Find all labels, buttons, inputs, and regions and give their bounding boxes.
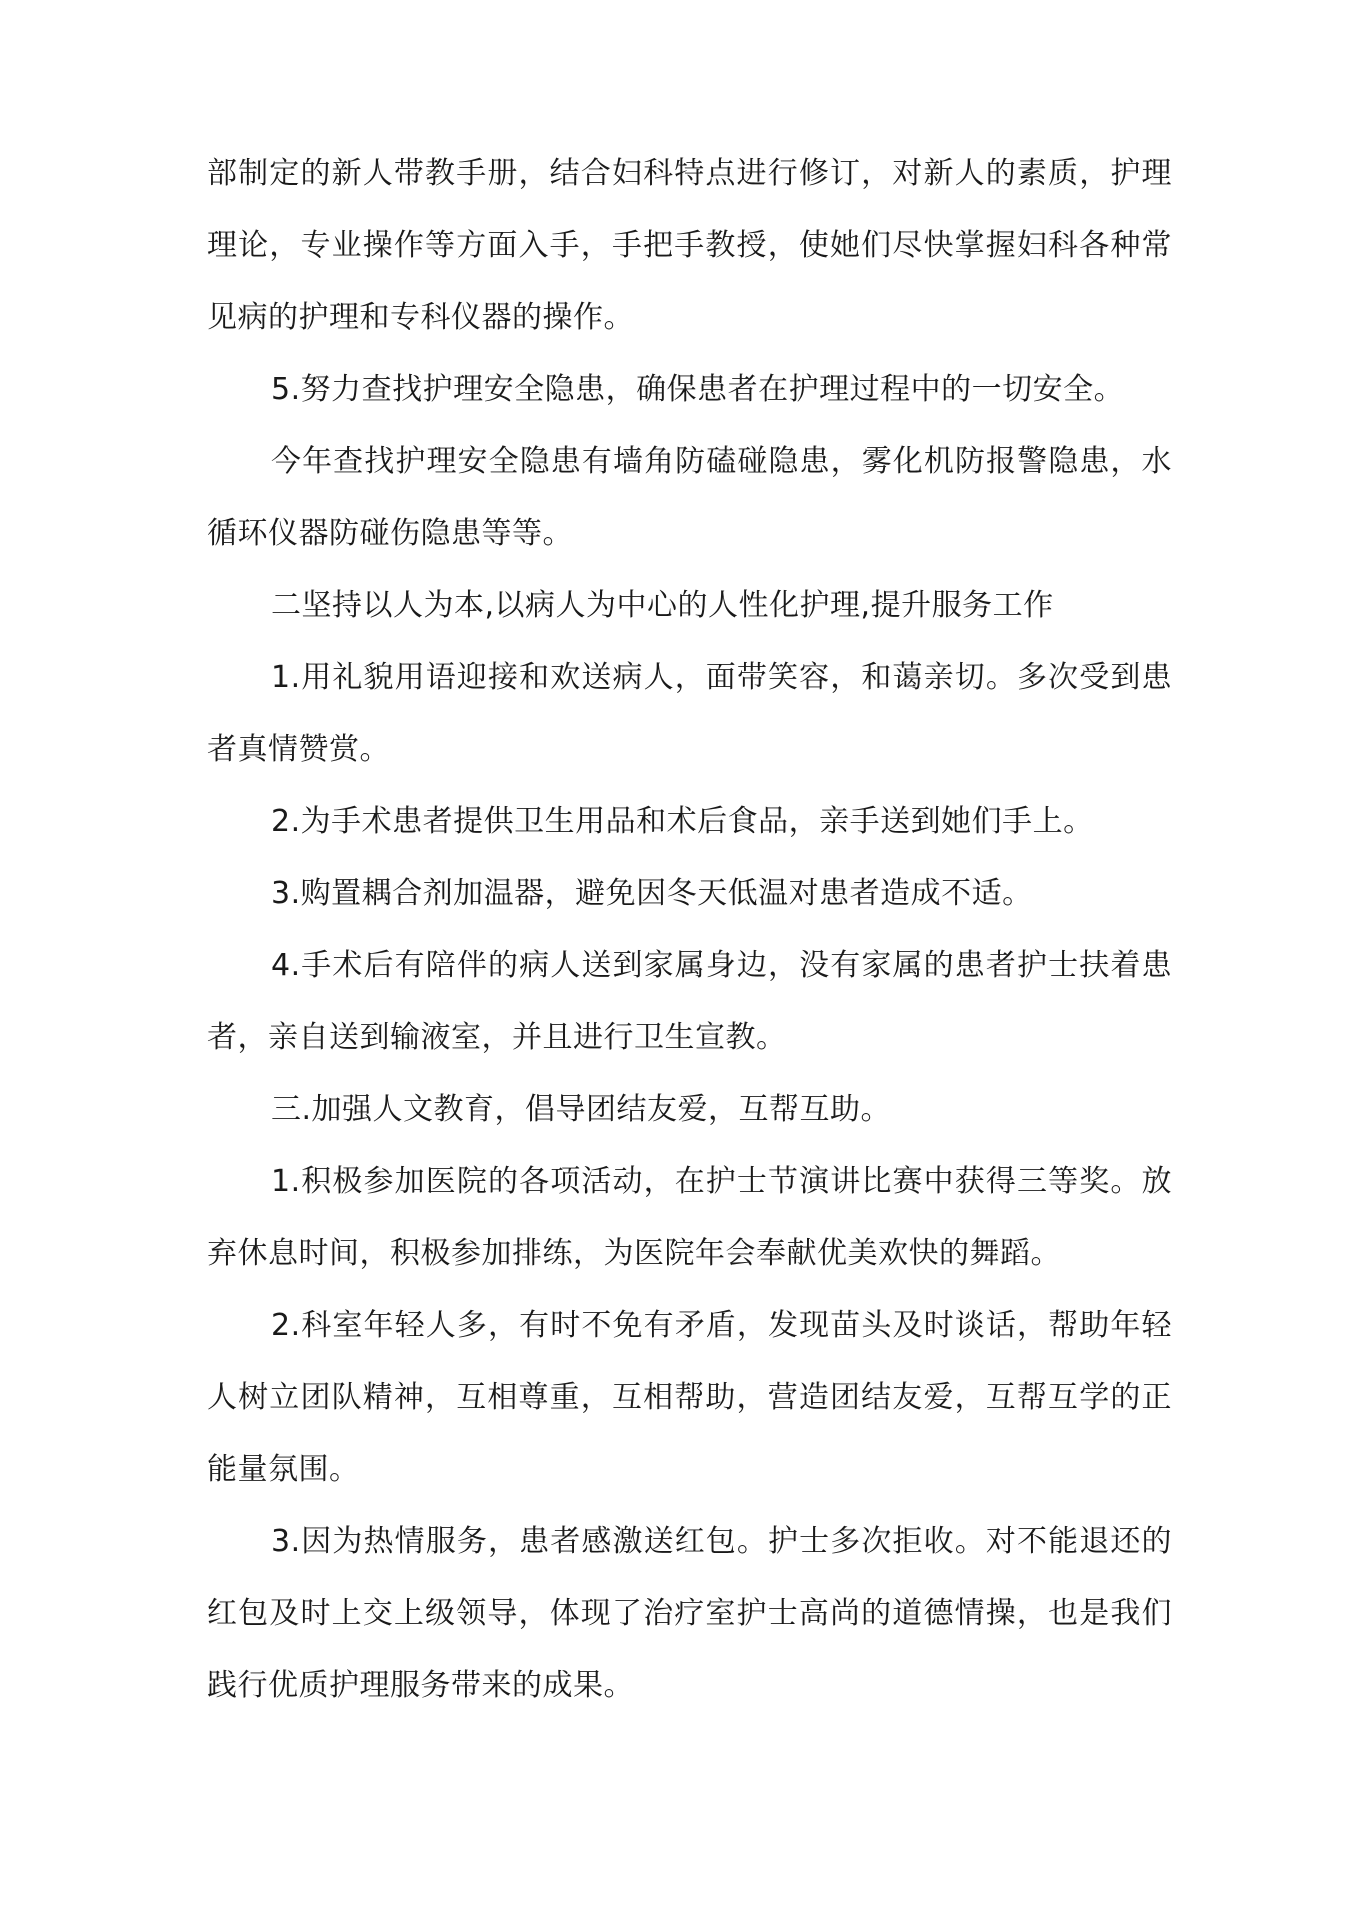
paragraph-humanities-1: 1.积极参加医院的各项活动，在护士节演讲比赛中获得三等奖。放弃休息时间，积极参加排练，为医院年会奉献优美欢快的舞蹈。 bbox=[207, 1164, 1172, 1271]
paragraph-service-1: 1.用礼貌用语迎接和欢送病人，面带笑容，和蔼亲切。多次受到患者真情赞赏。 bbox=[207, 660, 1172, 767]
paragraph-item-5-safety: 5.努力查找护理安全隐患，确保患者在护理过程中的一切安全。 bbox=[271, 372, 1125, 407]
paragraph-service-3: 3.购置耦合剂加温器，避免因冬天低温对患者造成不适。 bbox=[271, 876, 1033, 911]
paragraph-safety-hazards: 今年查找护理安全隐患有墙角防磕碰隐患，雾化机防报警隐患，水循环仪器防碰伤隐患等等。 bbox=[207, 444, 1172, 551]
paragraph-service-2: 2.为手术患者提供卫生用品和术后食品，亲手送到她们手上。 bbox=[271, 804, 1094, 839]
paragraph-training-manual: 部制定的新人带教手册，结合妇科特点进行修订，对新人的素质，护理理论，专业操作等方面入手，手把手教授，使她们尽快掌握妇科各种常见病的护理和专科仪器的操作。 bbox=[207, 156, 1172, 335]
paragraph-humanities-3: 3.因为热情服务，患者感激送红包。护士多次拒收。对不能退还的红包及时上交上级领导，体现了治疗室护士高尚的道德情操，也是我们践行优质护理服务带来的成果。 bbox=[207, 1524, 1172, 1703]
document-body bbox=[207, 138, 1172, 1722]
section-heading-3: 三.加强人文教育，倡导团结友爱，互帮互助。 bbox=[271, 1092, 892, 1127]
paragraph-service-4: 4.手术后有陪伴的病人送到家属身边，没有家属的患者护士扶着患者，亲自送到输液室，并且进行卫生宣教。 bbox=[207, 948, 1172, 1055]
paragraph-humanities-2: 2.科室年轻人多，有时不免有矛盾，发现苗头及时谈话，帮助年轻人树立团队精神，互相尊重，互相帮助，营造团结友爱，互帮互学的正能量氛围。 bbox=[207, 1308, 1172, 1487]
section-heading-2: 二坚持以人为本,以病人为中心的人性化护理,提升服务工作 bbox=[271, 588, 1054, 623]
